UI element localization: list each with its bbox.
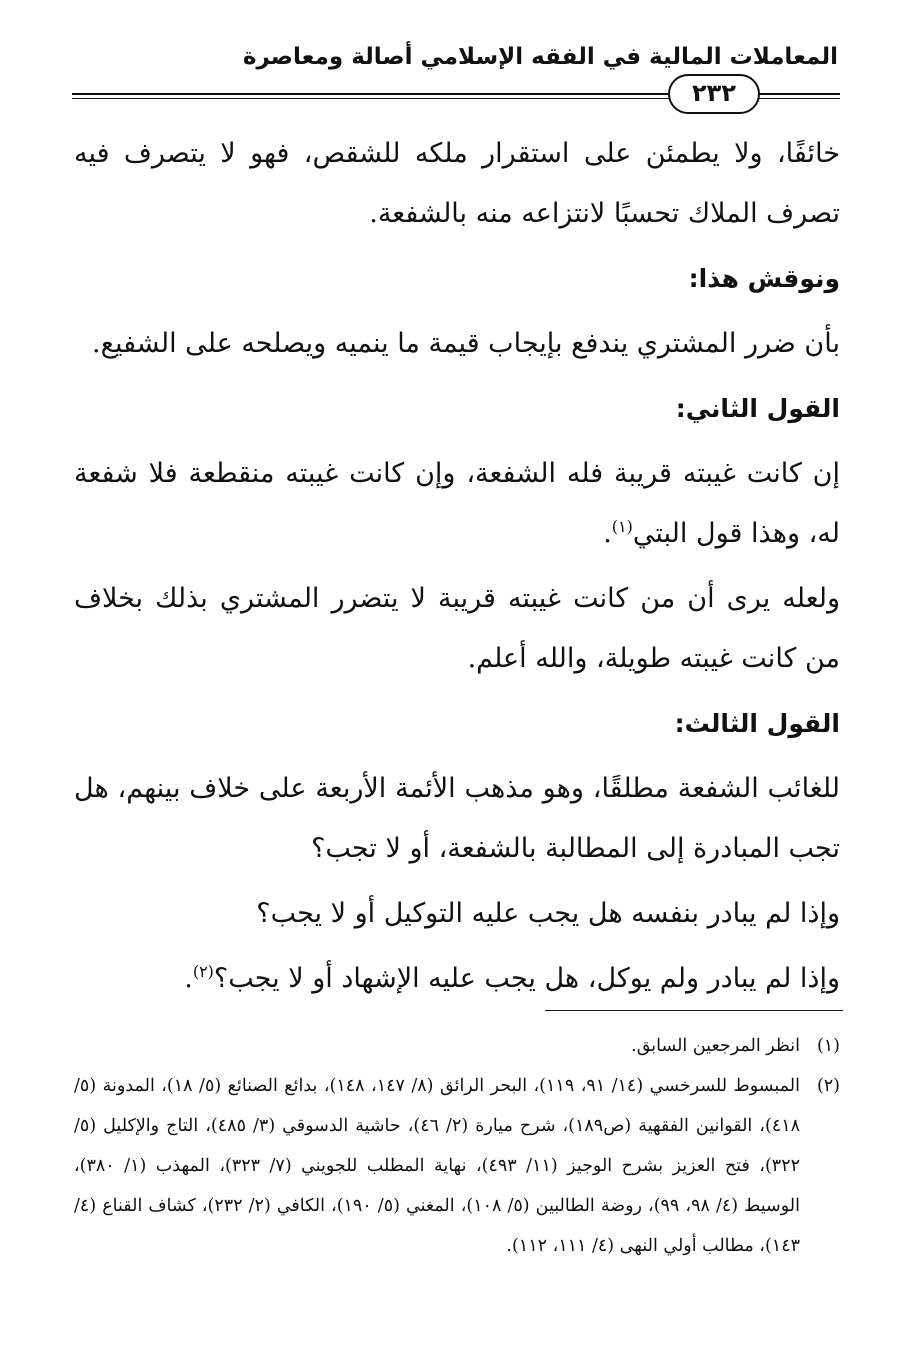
footnote-ref-2[interactable]: (٢): [192, 962, 214, 981]
main-text: [74, 124, 840, 1009]
footnote-text: المبسوط للسرخسي (١٤/ ٩١، ١١٩)، البحر الرائق (٨/ ١٤٧، ١٤٨)، بدائع الصنائع (٥/ ١٨)، المدونة (٥/ ٤١٨)، القوانين الفقهية (ص١٨٩)، شرح ميارة (٢/ ٤٦)، حاشية الدسوقي (٣/ ٤٨٥)، التاج والإكليل (٥/ ٣٢٢)، فتح العزيز بشرح الوجيز (١١/ ٤٩٣)، نهاية المطلب للجويني (٧/ ٣٢٣)، المهذب (١/ ٣٨٠)، الوسيط (٤/ ٩٨، ٩٩)، روضة الطالبين (٥/ ١٠٨)، المغني (٥/ ١٩٠)، الكافي (٢/ ٢٣٢)، كشاف القناع (٤/ ١٤٣)، مطالب أولي النهى (٤/ ١١١، ١١٢).: [74, 1076, 801, 1256]
heading-third-opinion: القول الثالث:: [674, 709, 840, 738]
footnote-1: [74, 1026, 840, 1066]
footnote-number: (١): [816, 1036, 840, 1056]
paragraph-1: خائفًا، ولا يطمئن على استقرار ملكه للشقص، فهو لا يتصرف فيه تصرف الملاك تحسبًا لانتزاعه منه بالشفعة.: [74, 138, 840, 229]
heading-discussion: ونوقش هذا:: [688, 264, 840, 293]
paragraph-2: بأن ضرر المشتري يندفع بإيجاب قيمة ما ينميه ويصلحه على الشفيع.: [92, 328, 840, 359]
footnote-number: (٢): [816, 1076, 840, 1096]
paragraph-7: [74, 949, 840, 1009]
paragraph-3-end: .: [603, 518, 612, 549]
paragraph-6: وإذا لم يبادر بنفسه هل يجب عليه التوكيل أو لا يجب؟: [256, 898, 840, 929]
paragraph-5: للغائب الشفعة مطلقًا، وهو مذهب الأئمة الأربعة على خلاف بينهم، هل تجب المبادرة إلى المطالبة بالشفعة، أو لا تجب؟: [74, 773, 840, 864]
paragraph-7-end: .: [184, 963, 193, 994]
paragraph-3: [74, 444, 840, 564]
running-header-title: المعاملات المالية في الفقه الإسلامي أصالة ومعاصرة: [242, 44, 838, 70]
footnote-text: انظر المرجعين السابق.: [631, 1036, 800, 1056]
paragraph-4: ولعله يرى أن من كانت غيبته قريبة لا يتضرر المشتري بذلك بخلاف من كانت غيبته طويلة، والله أعلم.: [74, 583, 840, 674]
footnotes: [74, 1026, 840, 1266]
heading-second-opinion: القول الثاني:: [675, 394, 840, 423]
paragraph-3-text: إن كانت غيبته قريبة فله الشفعة، وإن كانت غيبته منقطعة فلا شفعة له، وهذا قول البتي: [74, 458, 840, 549]
footnote-separator: [545, 1010, 843, 1011]
page-number: ٢٣٢: [668, 74, 760, 114]
paragraph-7-text: وإذا لم يبادر ولم يوكل، هل يجب عليه الإشهاد أو لا يجب؟: [213, 963, 840, 994]
footnote-2: [74, 1066, 840, 1266]
footnote-ref-1[interactable]: (١): [611, 517, 633, 536]
